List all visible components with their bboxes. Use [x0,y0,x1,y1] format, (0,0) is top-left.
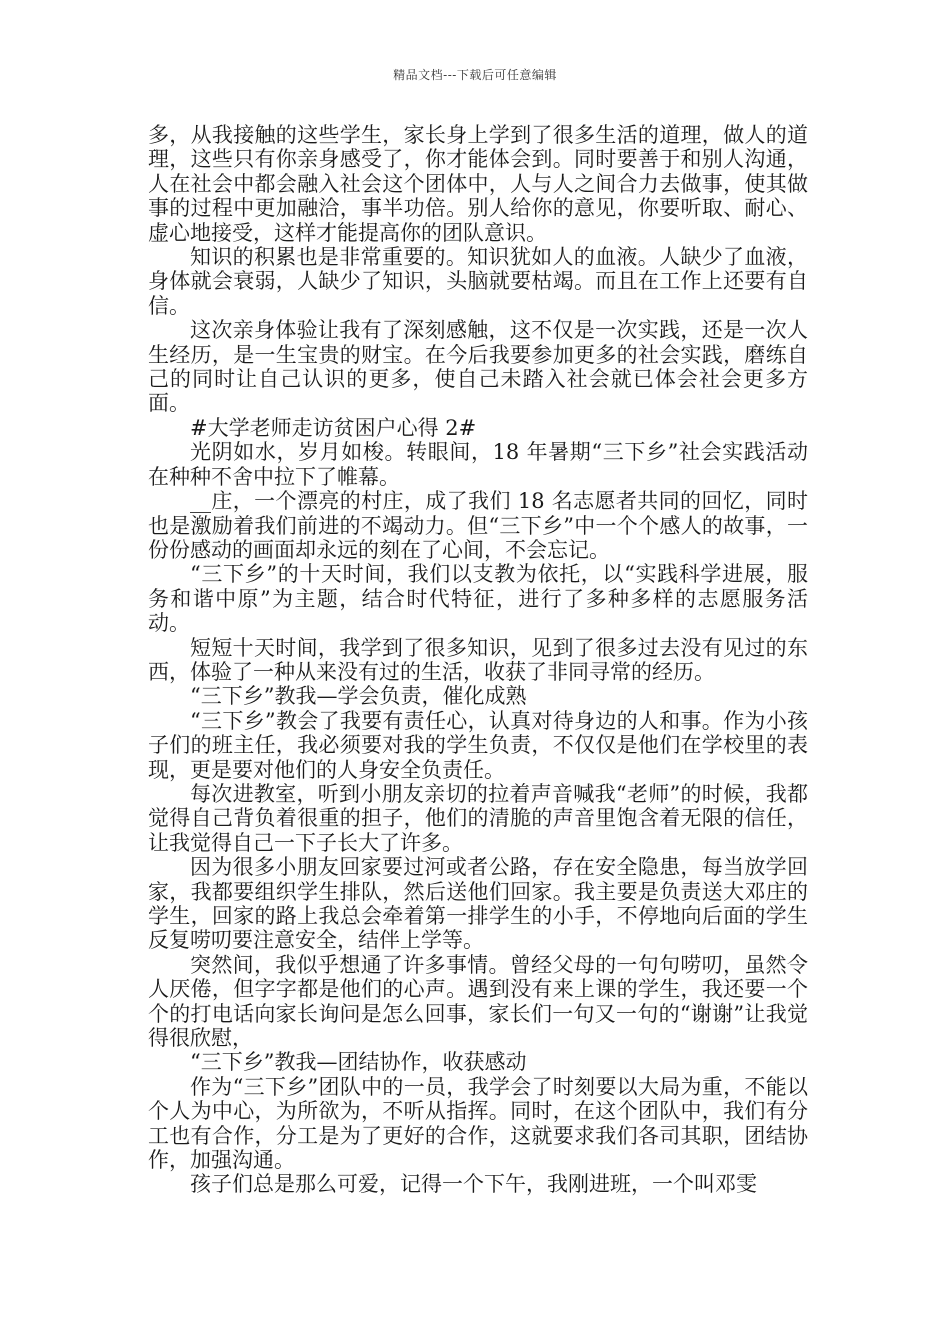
paragraph: 突然间，我似乎想通了许多事情。曾经父母的一句句唠叨，虽然令人厌倦，但字字都是他们的心声。遇到没有来上课的学生，我还要一个个的打电话向家长询问是怎么回事，家长们一句又一句的“谢谢”让我觉得很欣慰， [148,952,808,1051]
paragraph: 多，从我接触的这些学生，家长身上学到了很多生活的道理，做人的道理，这些只有你亲身感受了，你才能体会到。同时要善于和别人沟通，人在社会中都会融入社会这个团体中，人与人之间合力去做事，使其做事的过程中更加融洽，事半功倍。别人给你的意见，你要听取、耐心、虚心地接受，这样才能提高你的团队意识。 [148,123,808,245]
paragraph: “三下乡”教会了我要有责任心，认真对待身边的人和事。作为小孩子们的班主任，我必须要对我的学生负责，不仅仅是他们在学校里的表现，更是要对他们的人身安全负责任。 [148,708,808,782]
paragraph: 孩子们总是那么可爱，记得一个下午，我刚进班，一个叫邓雯 [190,1172,757,1197]
paragraph: __庄，一个漂亮的村庄，成了我们 18 名志愿者共同的回忆，同时也是激励着我们前进的不竭动力。但“三下乡”中一个个感人的故事，一份份感动的画面却永远的刻在了心间，不会忘记。 [148,489,808,562]
paragraph: “三下乡”的十天时间，我们以支教为依托，以“实践科学进展，服务和谐中原”为主题，结合时代特征，进行了多种多样的志愿服务活动。 [148,562,808,636]
paragraph: 因为很多小朋友回家要过河或者公路，存在安全隐患，每当放学回家，我都要组织学生排队，然后送他们回家。我主要是负责送大邓庄的学生，回家的路上我总会牵着第一排学生的小手，不停地向后面的学生反复唠叨要注意安全，结伴上学等。 [148,855,808,953]
paragraph: 短短十天时间，我学到了很多知识，见到了很多过去没有见过的东西，体验了一种从来没有过的生活，收获了非同寻常的经历。 [148,635,808,684]
section-heading: #大学老师走访贫困户心得 2# [190,415,477,440]
paragraph: 这次亲身体验让我有了深刻感触，这不仅是一次实践，还是一次人生经历，是一生宝贵的财宝。在今后我要参加更多的社会实践，磨练自己的同时让自己认识的更多，使自己未踏入社会就已体会社会更多方面。 [148,318,808,416]
subheading: “三下乡”教我—学会负责，催化成熟 [190,684,527,709]
subheading: “三下乡”教我—团结协作，收获感动 [190,1050,527,1075]
paragraph: 作为“三下乡”团队中的一员，我学会了时刻要以大局为重，不能以个人为中心，为所欲为，不听从指挥。同时，在这个团队中，我们有分工也有合作，分工是为了更好的合作，这就要求我们各司其职，团结协作，加强沟通。 [148,1074,808,1173]
paragraph: 知识的积累也是非常重要的。知识犹如人的血液。人缺少了血液，身体就会衰弱，人缺少了知识，头脑就要枯竭。而且在工作上还要有自信。 [148,245,808,318]
paragraph: 每次进教室，听到小朋友亲切的拉着声音喊我“老师”的时候，我都觉得自己背负着很重的担子，他们的清脆的声音里饱含着无限的信任，让我觉得自己一下子长大了许多。 [148,781,808,855]
paragraph: 光阴如水，岁月如梭。转眼间，18 年暑期“三下乡”社会实践活动在种种不舍中拉下了帷幕。 [148,440,808,489]
page-header: 精品文档---下载后可任意编辑 [393,68,557,82]
document-body [148,123,808,1197]
